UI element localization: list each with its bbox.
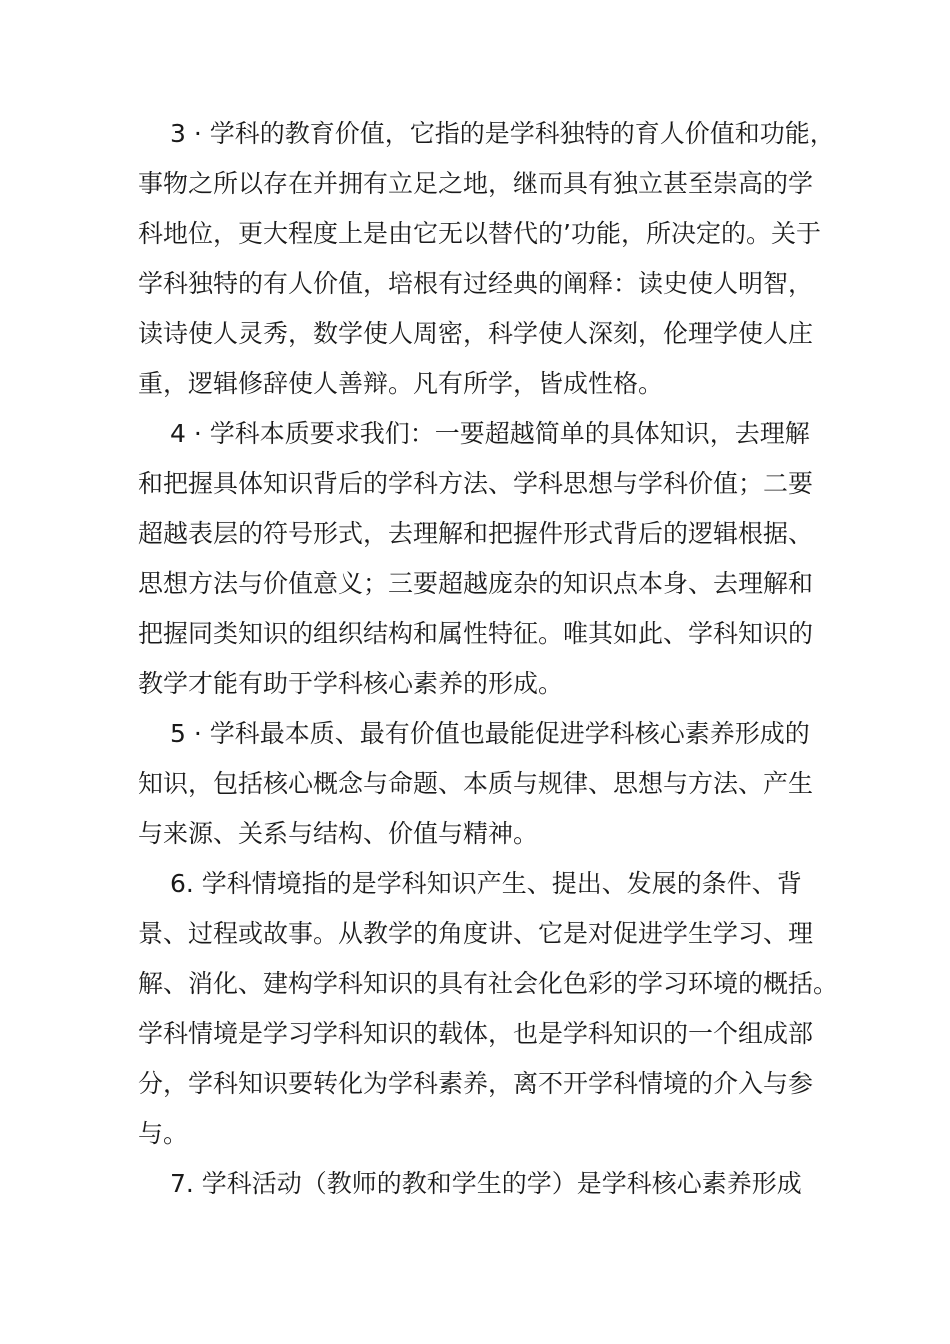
paragraph-5-line-3: 与来源、关系与结构、价值与精神。 [138, 819, 539, 848]
paragraph-3-line-4: 学科独特的有人价值，培根有过经典的阐释：读史使人明智， [138, 269, 814, 298]
paragraph-6-line-5: 分，学科知识要转化为学科素养，离不开学科情境的介入与参 [138, 1069, 814, 1098]
paragraph-4-line-1: 4 · 学科本质要求我们：一要超越简单的具体知识，去理解 [170, 419, 810, 448]
paragraph-3-line-5: 读诗使人灵秀，数学使人周密，科学使人深刻，伦理学使人庄 [138, 319, 814, 348]
paragraph-3-line-3: 科地位，更大程度上是由它无以替代的’功能，所决定的。关于 [138, 219, 821, 248]
paragraph-4-line-4: 思想方法与价值意义；三要超越庞杂的知识点本身、去理解和 [138, 569, 814, 598]
paragraph-3-line-6: 重，逻辑修辞使人善辩。凡有所学，皆成性格。 [138, 369, 664, 398]
paragraph-4-line-5: 把握同类知识的组织结构和属性特征。唯其如此、学科知识的 [138, 619, 814, 648]
paragraph-4-line-2: 和把握具体知识背后的学科方法、学科思想与学科价值；二要 [138, 469, 814, 498]
paragraph-7-line-1: 7. 学科活动（教师的教和学生的学）是学科核心素养形成 [170, 1169, 802, 1198]
paragraph-6-line-4: 学科情境是学习学科知识的载体，也是学科知识的一个组成部 [138, 1019, 814, 1048]
paragraph-6-line-3: 解、消化、建构学科知识的具有社会化色彩的学习环境的概括。 [138, 969, 839, 998]
paragraph-5-line-1: 5 · 学科最本质、最有价值也最能促进学科核心素养形成的 [170, 719, 810, 748]
paragraph-6-line-1: 6. 学科情境指的是学科知识产生、提出、发展的条件、背 [170, 869, 802, 898]
paragraph-4-line-6: 教学才能有助于学科核心素养的形成。 [138, 669, 564, 698]
paragraph-6-line-2: 景、过程或故事。从教学的角度讲、它是对促进学生学习、理 [138, 919, 814, 948]
paragraph-5-line-2: 知识，包括核心概念与命题、本质与规律、思想与方法、产生 [138, 769, 814, 798]
paragraph-3-line-1: 3 · 学科的教育价值，它指的是学科独特的育人价值和功能， [170, 119, 835, 148]
paragraph-6-line-6: 与。 [138, 1119, 189, 1148]
paragraph-3-line-2: 事物之所以存在并拥有立足之地，继而具有独立甚至崇高的学 [138, 169, 814, 198]
paragraph-4-line-3: 超越表层的符号形式，去理解和把握件形式背后的逻辑根据、 [138, 519, 814, 548]
